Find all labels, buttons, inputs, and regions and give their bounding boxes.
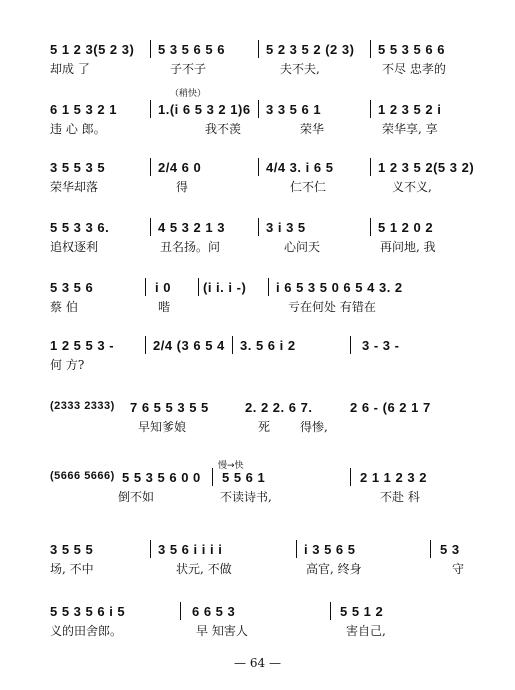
measure-notes: 3 3 5 6 1 [266, 102, 322, 117]
measure-notes: 3 5 5 3 5 [50, 160, 106, 175]
lyric-text: 不尽 忠孝的 [382, 62, 446, 76]
measure-notes: i 6 5 3 5 0 6 5 4 3. 2 [276, 280, 403, 295]
lyric-text: 蔡 伯 [50, 300, 78, 314]
barline [212, 468, 213, 486]
barline [350, 468, 351, 486]
barline [145, 336, 146, 354]
measure-notes: (5666 5666) [50, 470, 115, 482]
lyric-text: 场, 不中 [50, 562, 94, 576]
measure-notes: 5 1 2 3(5 2 3) [50, 42, 135, 57]
lyric-text: 夫不夫, [280, 62, 320, 76]
lyric-text: 何 方? [50, 358, 85, 372]
measure-notes: 5 5 6 1 [222, 470, 266, 485]
barline [150, 40, 151, 58]
lyric-text: 却成 了 [50, 62, 90, 76]
barline [258, 218, 259, 236]
lyric-text: 高官, 终身 [306, 562, 362, 576]
measure-notes: 5 5 1 2 [340, 604, 384, 619]
measure-notes: 5 5 3 3 6. [50, 220, 110, 235]
lyric-text: 追权逐利 [50, 240, 99, 254]
barline [370, 158, 371, 176]
measure-notes: 1.(i 6 5 3 2 1)6 [158, 102, 251, 117]
measure-notes: 5 5 3 5 6 i 5 [50, 604, 126, 619]
barline [268, 278, 269, 296]
measure-notes: 6 1 5 3 2 1 [50, 102, 117, 117]
lyric-text: 亏在何处 有错在 [288, 300, 376, 314]
measure-notes: 6 6 5 3 [192, 604, 236, 619]
lyric-text: 得 [176, 180, 189, 194]
lyric-text: 死 [258, 420, 271, 434]
lyric-text: 害自己, [346, 624, 386, 638]
barline [150, 218, 151, 236]
barline [198, 278, 199, 296]
barline [150, 100, 151, 118]
lyric-text: 荣华 [300, 122, 325, 136]
lyric-text: 再问地, 我 [380, 240, 436, 254]
measure-notes: i 3 5 6 5 [304, 542, 356, 557]
measure-notes: 1 2 5 5 3 - [50, 338, 115, 353]
barline [150, 158, 151, 176]
measure-notes: 3 - 3 - [362, 338, 400, 353]
barline [330, 602, 331, 620]
measure-notes: 5 3 5 6 5 6 [158, 42, 225, 57]
measure-notes: 2/4 6 0 [158, 160, 202, 175]
measure-notes: 4 5 3 2 1 3 [158, 220, 225, 235]
measure-notes: 3 5 6 i i i i [158, 542, 223, 557]
barline [296, 540, 297, 558]
barline [370, 40, 371, 58]
barline [258, 100, 259, 118]
lyric-text: 子不子 [170, 62, 207, 76]
measure-notes: 3 5 5 5 [50, 542, 94, 557]
lyric-text: 早 知害人 [196, 624, 248, 638]
barline [430, 540, 431, 558]
measure-notes: 2/4 (3 6 5 4 [153, 338, 225, 353]
measure-notes: 5 3 5 6 [50, 280, 94, 295]
lyric-text: 荣华享, 享 [382, 122, 438, 136]
measure-notes: 3. 5 6 i 2 [240, 338, 296, 353]
barline [145, 278, 146, 296]
lyric-text: 我不羡 [205, 122, 242, 136]
barline [350, 336, 351, 354]
measure-notes: 2. 2 2. 6 7. [245, 400, 313, 415]
measure-notes: 5 3 [440, 542, 460, 557]
lyric-text: 心问天 [284, 240, 321, 254]
tempo-change-annotation: 慢→快 [218, 461, 244, 471]
measure-notes: i 0 [155, 280, 171, 295]
tempo-annotation: （稍快） [170, 89, 207, 99]
measure-notes: 5 5 3 5 6 0 0 [122, 470, 201, 485]
measure-notes: (i i. i -) [203, 280, 247, 295]
lyric-text: 荣华却落 [50, 180, 99, 194]
measure-notes: 7 6 5 5 3 5 5 [130, 400, 209, 415]
lyric-text: 仁不仁 [290, 180, 327, 194]
lyric-text: 得惨, [300, 420, 328, 434]
lyric-text: 违 心 郎。 [50, 122, 106, 136]
measure-notes: 2 6 - (6 2 1 7 [350, 400, 431, 415]
lyric-text: 义不义, [392, 180, 432, 194]
lyric-text: 义的田舍郎。 [50, 624, 123, 638]
barline [258, 158, 259, 176]
measure-notes: 3 i 3 5 [266, 220, 306, 235]
lyric-text: 倒不如 [118, 490, 155, 504]
measure-notes: 1 2 3 5 2(5 3 2) [378, 160, 475, 175]
lyric-text: 守 [452, 562, 465, 576]
page-number: — 64 — [234, 656, 281, 670]
measure-notes: 5 2 3 5 2 (2 3) [266, 42, 355, 57]
lyric-text: 状元, 不做 [176, 562, 232, 576]
barline [370, 100, 371, 118]
barline [180, 602, 181, 620]
measure-notes: 2 1 1 2 3 2 [360, 470, 427, 485]
measure-notes: 4/4 3. i 6 5 [266, 160, 334, 175]
barline [258, 40, 259, 58]
measure-notes: 5 5 3 5 6 6 [378, 42, 445, 57]
lyric-text: 不读诗书, [220, 490, 272, 504]
barline [370, 218, 371, 236]
barline [150, 540, 151, 558]
barline [232, 336, 233, 354]
measure-notes: 1 2 3 5 2 i [378, 102, 442, 117]
lyric-text: 早知爹娘 [138, 420, 187, 434]
lyric-text: 丑名扬。问 [160, 240, 221, 254]
lyric-text: 不赴 科 [380, 490, 420, 504]
measure-notes: (2333 2333) [50, 400, 115, 412]
lyric-text: 喈 [158, 300, 171, 314]
measure-notes: 5 1 2 0 2 [378, 220, 434, 235]
